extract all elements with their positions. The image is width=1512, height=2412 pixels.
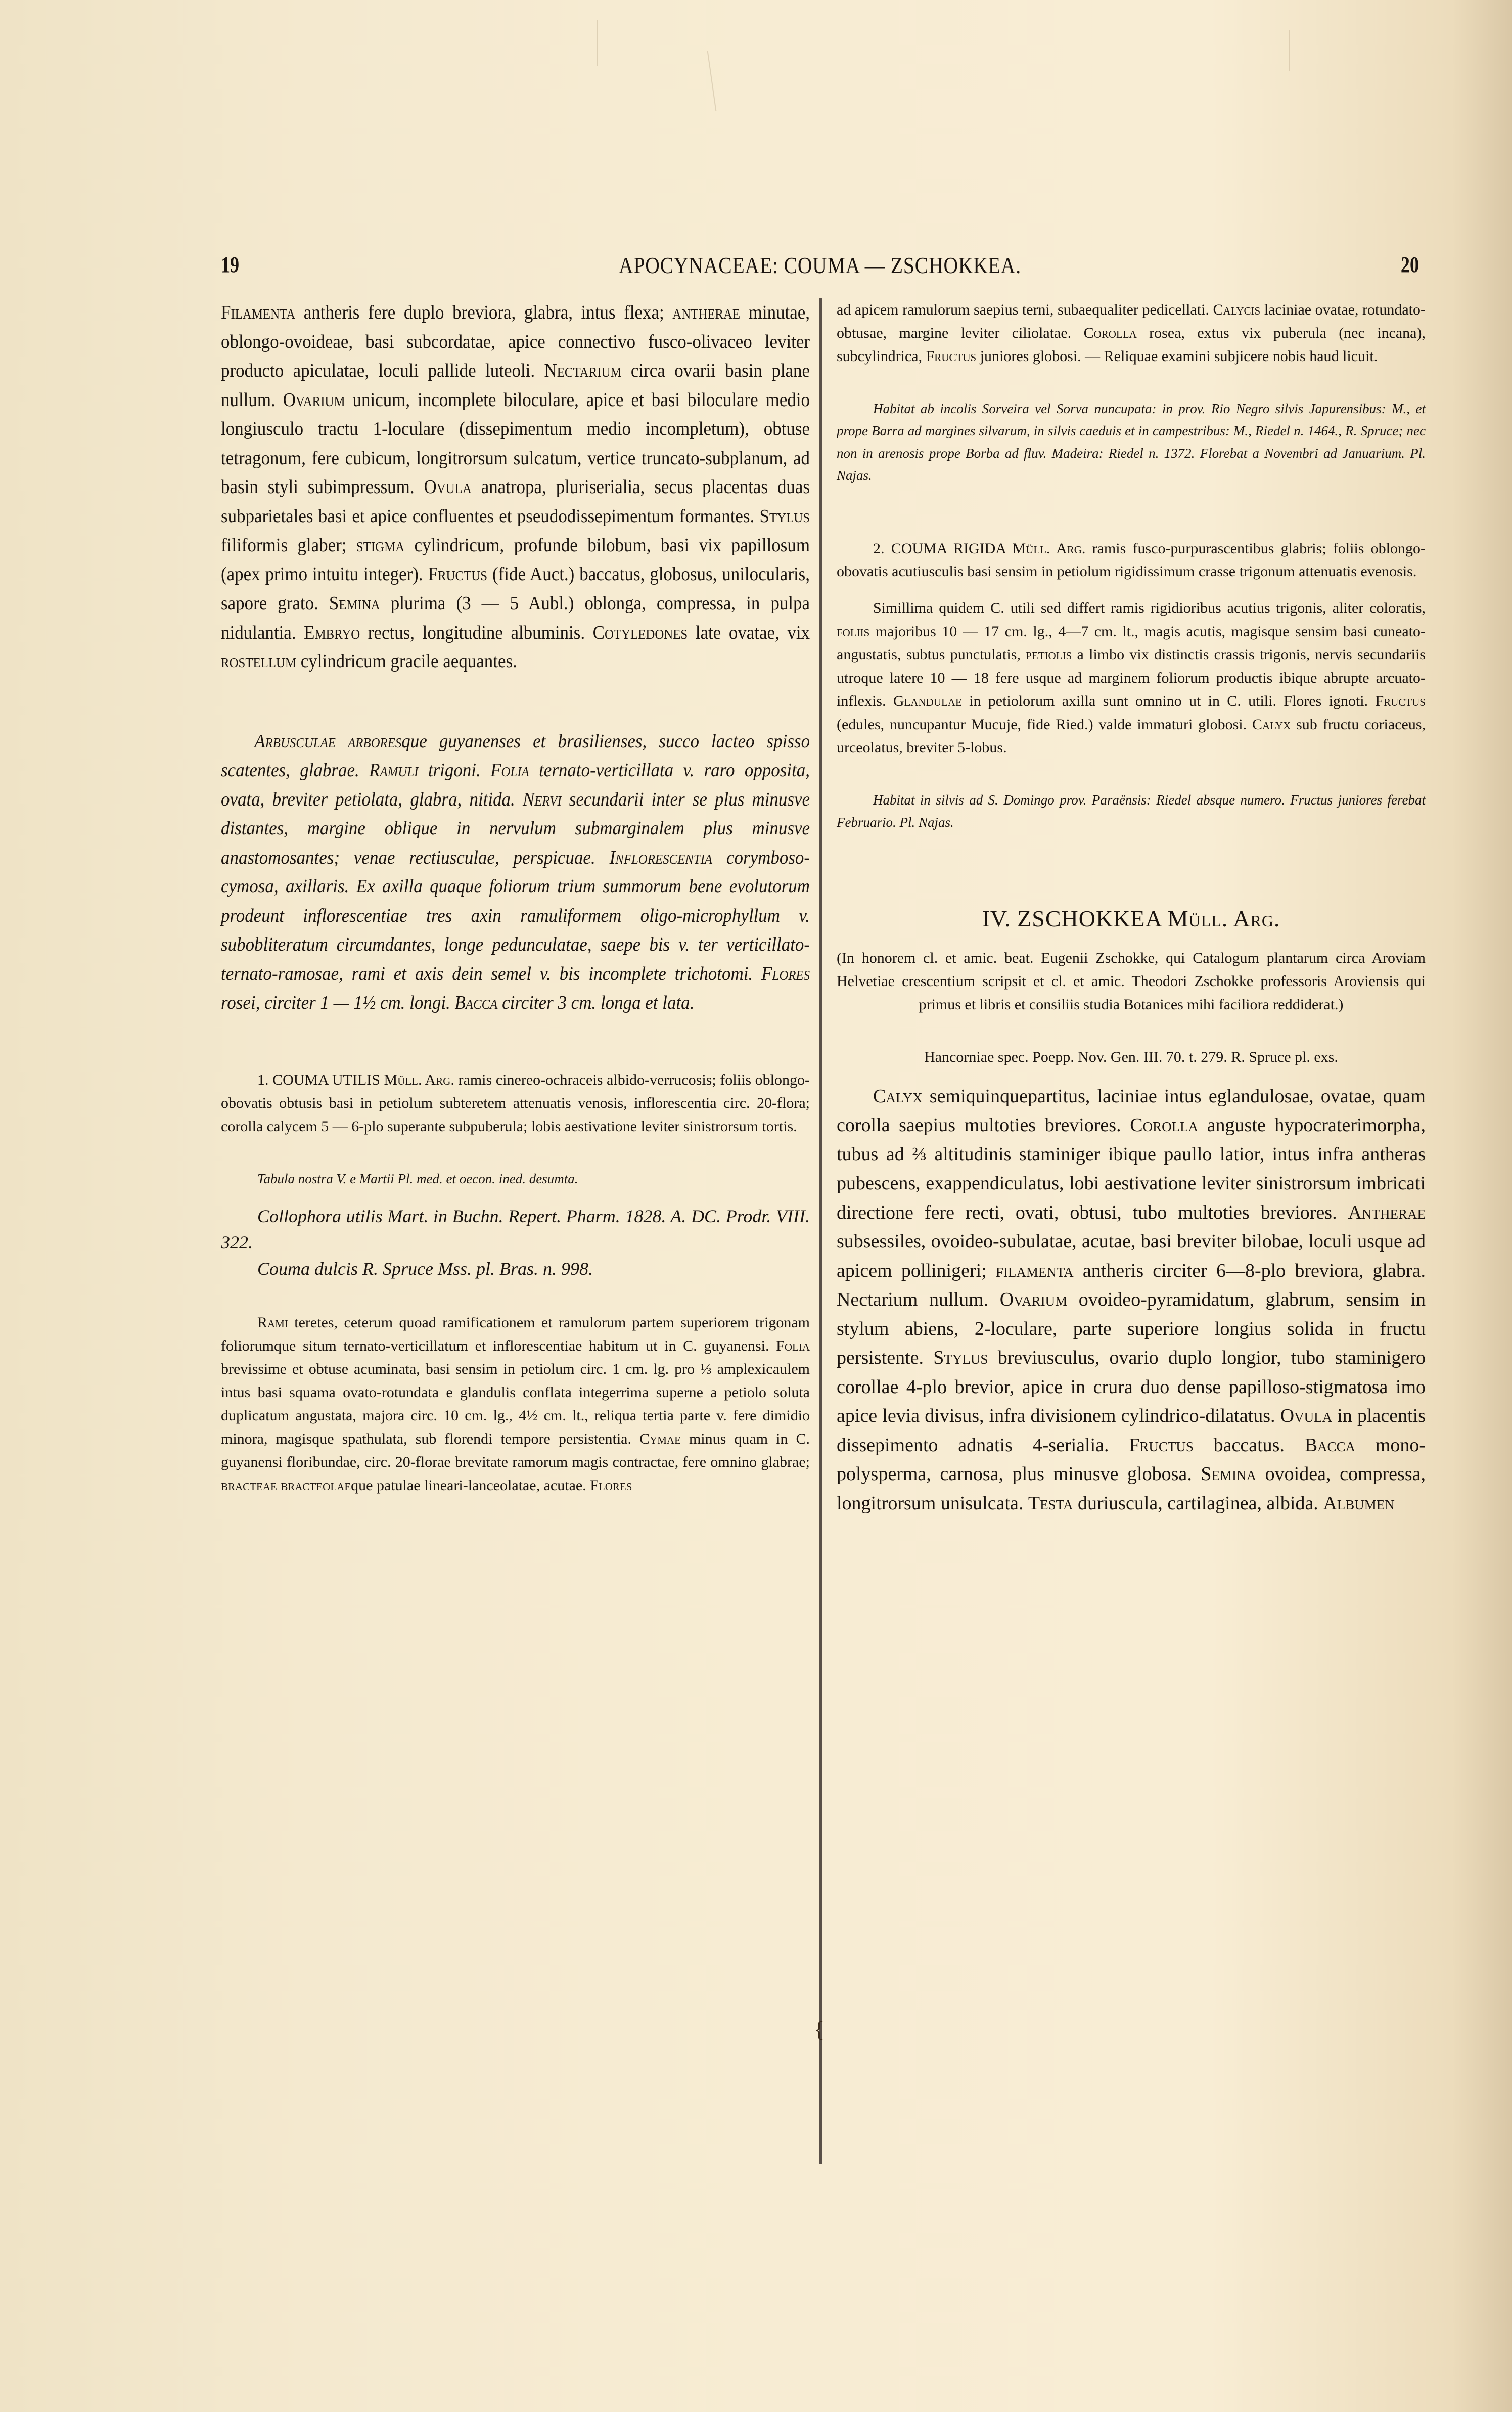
term-text: baccatus. (1193, 1434, 1305, 1456)
term-text: ovoidea, compressa, longitrorsum unisulcata. (837, 1463, 1426, 1514)
species-1-name: 1. COUMA UTILIS (257, 1071, 380, 1088)
species-2-habitat: Habitat in silvis ad S. Domingo prov. Paraënsis: Riedel absque numero. Fructus juniores ferebat Februario. Pl. Najas. (837, 792, 1426, 830)
running-title: APOCYNACEAE: COUMA — ZSCHOKKEA. (619, 252, 1021, 278)
species-1-continued-text (837, 298, 1426, 368)
term-text: cylindricum, profunde bilobum, basi vix papillosum (apex primo intuitu integer). (221, 534, 810, 585)
term-text: (edules, nuncupantur Mucuje, fide Ried.) valde immaturi globosi. (837, 716, 1252, 733)
genus-dedication: (In honorem cl. et amic. beat. Eugenii Zschokke, qui Catalogum plantarum circa Aroviam Helvetiae crescentium scripsit et cl. et amic. Theodori Zschokke professoris Aroviensis qui primus et libris et consiliis studia Botanices mihi faciliora reddiderat.) (837, 949, 1426, 1013)
term-label: Fructus (1375, 693, 1426, 709)
term-label: filamenta (995, 1260, 1074, 1281)
term-text: in petiolorum axilla sunt omnino ut in C. utili. Flores ignoti. (961, 693, 1376, 709)
paper-fiber (597, 20, 598, 66)
term-label: antherae (672, 302, 741, 323)
term-label: Testa (1028, 1492, 1073, 1514)
term-text: anatropa, pluriserialia, secus placentas duas subparietales basi et apice confluentes et pseudodissepimentum formantes. (221, 476, 810, 527)
habit-description (221, 727, 810, 1018)
term-label: Calyx (873, 1085, 923, 1107)
term-label: Semina (1201, 1463, 1257, 1485)
term-text: unicum, incomplete biloculare, apice et basi biloculare medio longiusculo tractu 1-loculare (dissepimentum medio incompletum), obtuse tetragonum, fere cubicum, longitrorsum sulcatum, vertice truncato-subplanum, ad basin styli subimpressum. (221, 389, 810, 498)
term-label: Calyx (1252, 716, 1291, 733)
term-text: teretes, ceterum quoad ramificationem et ramulorum partem superiorem trigonam foliorumque situm ternato-verticillatum et inflorescentiae habitum ut in C. guyanensi. (221, 1314, 810, 1354)
term-text: circiter 3 cm. longa et lata. (497, 992, 695, 1013)
species-1-continued (837, 298, 1426, 486)
term-text: duriuscula, cartilaginea, albida. (1073, 1492, 1323, 1514)
term-label: stigma (356, 534, 405, 556)
term-text: brevissime et obtuse acuminata, basi sensim in petiolum circ. 1 cm. lg. pro ⅓ amplexicaulem intus basi squama ovato-rotundata e glandulis conflata integerrima superne a petiolo soluta duplicatum angustata, majora circ. 10 cm. lg., 4½ cm. lt., reliqua tertia parte v. fere dimidio minora, magisque spathulata, sub florendi tempore persistentia. (221, 1360, 810, 1447)
term-label: bracteae bracteolae (221, 1477, 351, 1494)
term-label: Semina (329, 593, 380, 614)
term-label: Fructus (428, 563, 488, 585)
term-text: subsessiles, ovoideo-subulatae, acutae, basi breviter bilobae, loculi usque ad apicem pollinigeri; (837, 1231, 1426, 1281)
genus-reference: Hancorniae spec. Poepp. Nov. Gen. III. 70. t. 279. R. Spruce pl. exs. (924, 1048, 1338, 1065)
left-page-number: 19 (221, 252, 240, 277)
term-text: in placentis dissepimento adnatis 4-serialia. (837, 1405, 1426, 1456)
species-1-diagnosis (221, 1068, 810, 1138)
species-2-description (837, 597, 1426, 760)
term-text: ternato-verticillata v. raro opposita, ovata, breviter petiolata, glabra, nitida. (221, 760, 810, 810)
species-2-diagnosis-text: ramis fusco-purpurascentibus glabris; foliis oblongo-obovatis acutiusculis basi sensim in petiolum rigidissimum crasse trigonum attenuatis evenosis. (837, 540, 1426, 580)
term-text: Simillima quidem C. utili sed differt ramis rigidioribus acutius trigonis, aliter coloratis, (873, 600, 1426, 616)
genus-description (837, 1082, 1426, 1518)
species-1-description (221, 1311, 810, 1497)
column-divider (819, 298, 822, 2164)
species-2-diagnosis (837, 537, 1426, 584)
running-head (221, 252, 1419, 282)
term-text: minus quam in C. guyanensi floribundae, circ. 20-florae brevitate ramorum magis contractae, fere omnino glabrae; (221, 1430, 810, 1470)
genus-heading-author: Müll. Arg. (1167, 906, 1280, 931)
species-1 (221, 1068, 810, 1497)
species-2 (837, 537, 1426, 833)
term-text: mono-polysperma, carnosa, plus minusve globosa. (837, 1434, 1426, 1485)
right-column (837, 298, 1426, 1518)
term-text: plurima (3 — 5 Aubl.) oblonga, compressa, in pulpa nidulantia. (221, 593, 810, 643)
term-label: Folia (490, 760, 529, 781)
term-text: majoribus 10 — 17 cm. lg., 4—7 cm. lt., magis acutis, magisque sensim basi cuneato-angustatis, subtus punctulatis, (837, 623, 1426, 663)
synonym: Collophora utilis Mart. in Buchn. Repert. Pharm. 1828. A. DC. Prodr. VIII. 322. (221, 1205, 810, 1253)
right-page-number: 20 (1400, 252, 1419, 277)
term-text: secundarii inter se plus minusve distantes, margine oblique in nervulum submarginalem plus minusve anastomosantes; venae rectiusculae, perspicuae. (221, 788, 810, 868)
term-text: rosea, extus vix puberula (nec incana), subcylindrica, (837, 325, 1426, 365)
term-label: Folia (776, 1337, 810, 1354)
term-label: Ovula (424, 476, 472, 498)
term-text: ad apicem ramulorum saepius terni, subaequaliter pedicellati. (837, 301, 1213, 318)
term-text: ovoideo-pyramidatum, glabrum, sensim in stylum abiens, 2-loculare, parte superiore longius solida in fructu persistente. (837, 1289, 1426, 1368)
term-text: anguste hypocraterimorpha, tubus ad ⅔ altitudinis staminiger ibique paullo latior, intus infra antheras pubescens, exappendiculatus, lobi aestivatione leviter sinistrorsum imbricati directione fere recti, ovati, obtusi, tubo multoties breviores. (837, 1114, 1426, 1223)
paper-fiber (1289, 30, 1290, 71)
term-label: Ramuli (369, 760, 419, 781)
term-label: Glandulae (893, 693, 962, 709)
term-label: Ovarium (999, 1289, 1068, 1310)
term-label: Albumen (1323, 1492, 1395, 1514)
species-1-diagnosis-text: ramis cinereo-ochraceis albido-verrucosis; foliis oblongo-obovatis obtusis basi in petiolum subteretem attenuatis venosis, inflorescentia circ. 20-flora; corolla calycem 5 — 6-plo superante subpuberula; lobis aestivatione leviter sinistrorsum tortis. (221, 1071, 810, 1135)
term-text: late ovatae, vix (688, 621, 810, 643)
term-label: Fructus (926, 348, 977, 365)
term-label: Nervi (522, 788, 562, 810)
term-label: Filamenta (221, 302, 296, 323)
term-text: circa ovarii basin plane nullum. (221, 360, 810, 411)
term-label: Embryo (304, 621, 360, 643)
term-text: semiquinquepartitus, laciniae intus eglandulosae, ovatae, quam corolla saepius multoties breviores. (837, 1085, 1426, 1136)
term-text: minutae, oblongo-ovoideae, basi subcordatae, apice connectivo fusco-olivaceo leviter producto apiculatae, loculi pallide luteoli. (221, 302, 810, 381)
species-1-plate-note: Tabula nostra V. e Martii Pl. med. et oecon. ined. desumta. (257, 1171, 578, 1186)
term-text: que guyanenses et brasilienses, succo lacteo spisso scatentes, glabrae. (221, 730, 810, 781)
term-label: foliis (837, 623, 870, 640)
term-label: Arbusculae arbores (254, 730, 402, 752)
term-label: Antherae (1348, 1201, 1426, 1223)
genus-heading-title: IV. ZSCHOKKEA (982, 906, 1162, 931)
term-text: trigoni. (418, 760, 491, 781)
term-text: laciniae ovatae, rotundato-obtusae, margine leviter ciliolatae. (837, 301, 1426, 341)
term-label: petiolis (1026, 646, 1072, 663)
species-1-author: Müll. Arg. (384, 1071, 454, 1088)
genus-description (221, 298, 810, 677)
term-text: rosei, circiter 1 — 1½ cm. longi. (221, 992, 455, 1013)
term-text: que patulae lineari-lanceolatae, acutae. (351, 1477, 590, 1494)
term-label: Corolla (1130, 1114, 1199, 1136)
paper-fiber (707, 51, 717, 111)
term-label: Ovarium (283, 389, 345, 411)
term-label: Bacca (1304, 1434, 1356, 1456)
term-text: antheris fere duplo breviora, glabra, intus flexa; (295, 302, 673, 323)
synonym: Couma dulcis R. Spruce Mss. pl. Bras. n. 998. (257, 1258, 593, 1279)
term-label: Inflorescentia (609, 846, 713, 868)
term-label: Flores (761, 963, 810, 985)
species-2-author: Müll. Arg. (1012, 540, 1086, 557)
term-label: Stylus (933, 1347, 988, 1368)
term-text: filiformis glaber; (221, 534, 356, 556)
term-text: antheris circiter 6—8-plo breviora, glabra. Nectarium nullum. (837, 1260, 1426, 1310)
term-label: Bacca (454, 992, 498, 1013)
term-text: juniores globosi. — Reliquae examini subjicere nobis haud licuit. (976, 348, 1378, 365)
term-label: Corolla (1083, 325, 1137, 341)
term-label: rostellum (221, 651, 297, 672)
term-label: Nectarium (544, 360, 622, 381)
term-text: sub fructu coriaceus, urceolatus, breviter 5-lobus. (837, 716, 1426, 756)
term-text: corymboso-cymosa, axillaris. Ex axilla quaque foliorum trium summorum bene evolutorum prodeunt inflorescentiae tres axin ramuliformem oligo-microphyllum v. subobliteratum circumdantes, longe pedunculatae, saepe bis v. ter verticillato-ternato-ramosae, rami et axis dein semel v. bis incomplete trichotomi. (221, 846, 810, 985)
term-label: Cymae (639, 1430, 681, 1447)
term-label: Stylus (759, 505, 810, 527)
genus-heading (837, 904, 1426, 933)
term-text: cylindricum gracile aequantes. (296, 651, 517, 672)
term-label: Flores (590, 1477, 632, 1494)
margin-annotation-mark: { (814, 2017, 825, 2042)
term-text: (fide Auct.) baccatus, globosus, unilocularis, sapore grato. (221, 563, 810, 614)
term-label: Ovula (1280, 1405, 1333, 1426)
term-label: Fructus (1129, 1434, 1194, 1456)
term-label: Calycis (1213, 301, 1261, 318)
term-text: rectus, longitudine albuminis. (360, 621, 593, 643)
species-2-name: 2. COUMA RIGIDA (873, 540, 1006, 557)
term-label: Rami (257, 1314, 288, 1331)
term-text: a limbo vix distinctis crassis trigonis, nervis secundariis utroque latere 10 — 18 fere usque ad marginem foliorum productis ibique abrupte arcuato-inflexis. (837, 646, 1426, 709)
species-1-habitat: Habitat ab incolis Sorveira vel Sorva nuncupata: in prov. Rio Negro silvis Japurensibus: M., et prope Barra ad margines silvarum, in silvis caeduis et in campestribus: M., Riedel n. 1464., R. Spruce; nec non in arenosis prope Borba ad fluv. Madeira: Riedel n. 1372. Florebat a Novembri ad Januarium. Pl. Najas. (837, 401, 1426, 483)
term-label: Cotyledones (592, 621, 688, 643)
left-column (221, 298, 810, 1497)
term-text: breviusculus, ovario duplo longior, tubo staminigero corollae 4-plo brevior, apice in crura duo dense papilloso-stigmatosa imo apice levia divisus, infra divisionem cylindrico-dilatatus. (837, 1347, 1426, 1426)
